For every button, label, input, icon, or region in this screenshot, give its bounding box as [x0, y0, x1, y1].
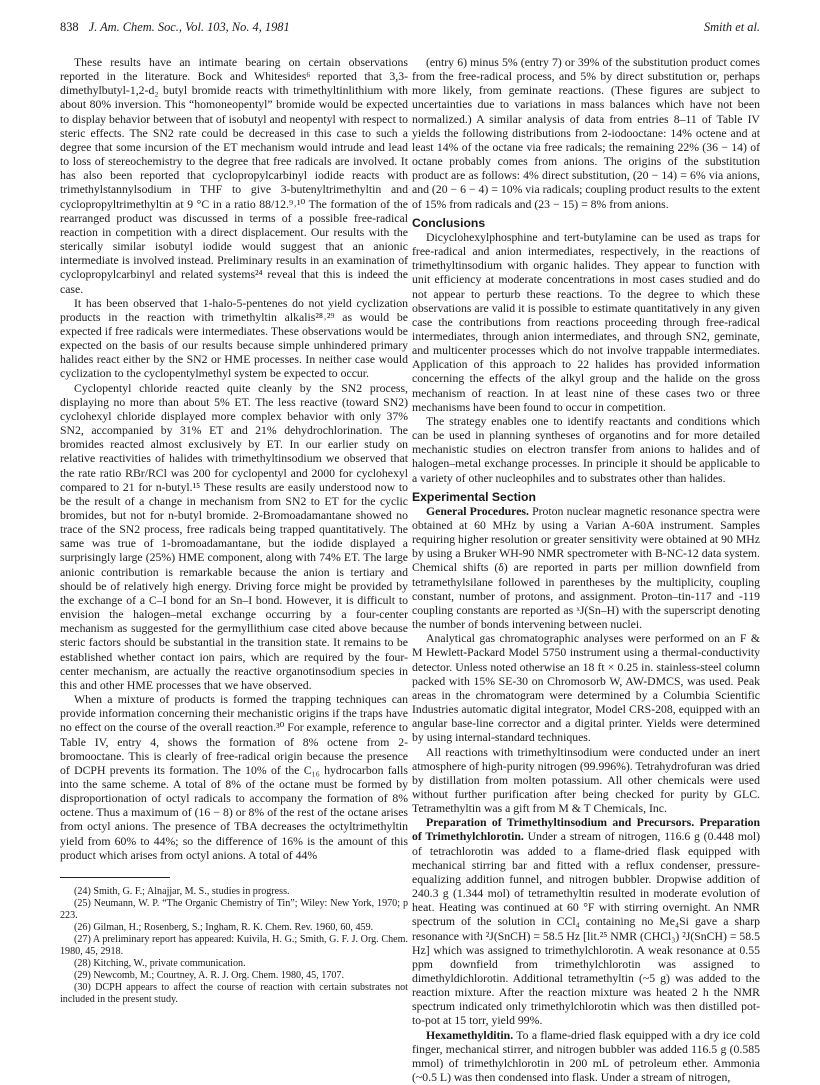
body-paragraph: Analytical gas chromatographic analyses were performed on an F & M Hewlett-Packard Model 5750 instrument using a thermal-conductivity detector. Unless noted otherwise an 18 ft × 0.25 in. stainless-steel column packed with 15% SE-30 on Chromosorb W, AW-DMCS, was used. Peak areas in the chromatogram were determined by a Columbia Scientific Industries automatic digital integrator, Model CRS-208, equipped with an angular base-line corrector and a digital printer. Yields were determined by using internal-standard techniques.: [412, 632, 760, 745]
body-paragraph: When a mixture of products is formed the trapping techniques can provide information concerning their mechanistic origins if the traps have no effect on the course of the overall reaction.³⁰ For example, reference to Table IV, entry 4, shows the formation of 8% octene from 2-bromooctane. This is clearly of free-radical origin because the presence of DCPH prevents its formation. The 10% of the C₁₆ hydrocarbon falls into the same scheme. A total of 8% of the octane must be formed by disproportionation of octyl radicals to accompany the formation of 8% octene. Thus a maximum of (16 − 8) or 8% of the rest of the octane arises from octyl anions. The presence of TBA decreases the octyltrimethyltin yield from 60% to 44%; so the difference of 16% is the amount of this product which arises from octyl anions. A total of 44%: [60, 693, 408, 862]
paragraph-text: To a flame-dried flask equipped with a dry ice cold finger, mechanical stirrer, and nitrogen bubbler was added 116.5 g (0.585 mmol) of trimethylchlorotin in 200 mL of petroleum ether. Ammonia (~0.5 L) was then condensed into flask. Under a stream of nitrogen,: [412, 1028, 760, 1085]
footnote: (24) Smith, G. F.; Alnajjar, M. S., studies in progress.: [74, 885, 290, 897]
runin-heading: Preparation of Trimethyltinsodium and Precursors. Preparation of Trimethylchlorotin.: [412, 816, 760, 844]
body-paragraph: These results have an intimate bearing on certain observations reported in the literature. Bock and Whitesides⁶ reported that 3,3-dimethylbutyl-1,2-d₂ butyl bromide reacts with trimethyltinlithium with about 80% inversion. This “homoneopentyl” bromide would be expected to display behavior between that of isobutyl and neopentyl with respect to steric effects. The SN2 rate could be decreased in this case to such a degree that some incursion of the ET mechanism would intrude and lead to loss of stereochemistry to the degree that free radicals are involved. It has also been reported that cyclopropylcarbinyl iodide reacts with trimethylstannylsodium in THF to give 3-butenyltrimethyltin and cyclopropyltrimethyltin at 9 °C in a ratio 88/12.⁹˒¹⁰ The formation of the rearranged product was discussed in terms of a possible free-radical reaction in competition with a direct displacement. Our results with the sterically similar isobutyl iodide would suggest that an anionic intermediate is involved instead. Preliminary results in an examination of cyclopropylcarbinyl and related systems²⁴ reveal that this is indeed the case.: [60, 56, 408, 296]
footnote: (29) Newcomb, M.; Courtney, A. R. J. Org. Chem. 1980, 45, 1707.: [74, 969, 344, 981]
footnote: (26) Gilman, H.; Rosenberg, S.; Ingham, R. K. Chem. Rev. 1960, 60, 459.: [74, 921, 374, 933]
body-paragraph: [412, 505, 760, 632]
conclusions-heading: Conclusions: [412, 215, 486, 230]
footnote: (25) Neumann, W. P. “The Organic Chemistry of Tin”; Wiley: New York, 1970; p 223.: [60, 897, 408, 921]
journal-citation: J. Am. Chem. Soc., Vol. 103, No. 4, 1981: [88, 20, 290, 34]
footnote-divider: [60, 877, 170, 878]
footnote: (30) DCPH appears to affect the course of reaction with certain substrates not included in the present study.: [60, 981, 408, 1005]
page-number: 838: [60, 20, 79, 34]
left-column: [60, 56, 408, 1006]
paragraph-text: Under a stream of nitrogen, 116.6 g (0.448 mol) of tetrachlorotin was added to a flame-dried flask equipped with mechanical stirring bar and fitted with a reflux condenser, pressure-equalizing addition funnel, and nitrogen bubbler. Dropwise addition of 240.3 g (1.344 mol) of tetramethyltin resulted in moderate evolution of heat. Heating was continued at 60 °F with stirring overnight. An NMR spectrum of the solution in CCl₄ containing no Me₄Si gave a sharp resonance with ²J(SnCH) = 58.5 Hz [lit.²⁵ NMR (CHCl₃) ²J(SnCH) = 58.5 Hz] which was assigned to trimethylchlorotin. A weak resonance at 0.55 ppm downfield from trimethylchlorotin was assigned to dimethyldichlorotin. Additional tetramethyltin (~5 g) was added to the reaction mixture. After the reaction mixture was heated 2 h the NMR spectrum indicated only trimethylchlorotin which was then distilled pot-to-pot at 15 torr, yield 99%.: [412, 830, 761, 1028]
body-paragraph: Dicyclohexylphosphine and tert-butylamine can be used as traps for free-radical and anion intermediates, respectively, in the reactions of trimethyltinsodium with organic halides. They appear to function with unit efficiency at moderate concentrations in most cases studied and do not appear to perturb these reactions. To the degree to which these observations are valid it is possible to estimate quantitatively in any given case the contributions from reactions proceeding through free-radical intermediates, through anion intermediates, and through SN2, geminate, and multicenter processes which do not involve trappable intermediates. Application of this approach to 22 halides has provided information concerning the effects of the alkyl group and the halide on the gross mechanism of reaction. In at least nine of these cases two or three mechanisms have been found to occur in competition.: [412, 230, 760, 414]
body-paragraph: The strategy enables one to identify reactants and conditions which can be used in planning syntheses of organotins and for more detailed mechanistic studies on electron transfer from anions to halides and of halogen–metal exchange processes. In principle it should be applicable to a variety of other nucleophiles and to substrates other than halides.: [412, 414, 760, 485]
running-authors: Smith et al.: [703, 20, 760, 34]
footnote: (28) Kitching, W., private communication.: [74, 957, 246, 969]
footnote: (27) A preliminary report has appeared: Kuivila, H. G.; Smith, G. F. J. Org. Chem. 1980, 45, 2918.: [60, 933, 408, 957]
body-paragraph: Cyclopentyl chloride reacted quite cleanly by the SN2 process, displaying no more than about 5% ET. The less reactive (toward SN2) cyclohexyl chloride displayed more complex behavior with only 37% SN2, accompanied by 31% ET and 21% dehydrochlorination. The bromides reacted almost exclusively by ET. In our earlier study on relative reactivities of halides with trimethyltinsodium we observed that the rate ratio RBr/RCl was 200 for cyclopentyl and 2000 for cyclohexyl compared to 21 for n-butyl.¹⁵ These results are easily understood now to be the result of a change in mechanism from SN2 to ET for the cyclic bromides, but not for n-butyl bromide. 2-Bromoadamantane showed no trace of the SN2 process, free radicals being trapped quantitatively. The same was true of 1-bromoadamantane, but the iodide displayed a surprisingly large (25%) HME component, along with 74% ET. The large anionic contribution is remarkable because the anion is tertiary and should be of relatively high energy. Driving force might be provided by the exchange of a C–I bond for an Sn–I bond. However, it is difficult to envision the halogen–metal exchange occurring by a four-center mechanism as suggested for the germyllithium case cited above because steric factors should be substantial in the transition state. It remains to be established whether contact ion pairs, which are required by the four-center mechanism, are actually the reactive organotinsodium species in this and other HME processes that we have observed.: [60, 381, 408, 692]
paragraph-text: Proton nuclear magnetic resonance spectra were obtained at 60 MHz by using a Varian A-60A instrument. Samples requiring higher resolution or greater sensitivity were obtained at 90 MHz by using a Bruker WH-90 NMR spectrometer with B-NC-12 data system. Chemical shifts (δ) are reported in parts per million downfield from tetramethylsilane followed in parentheses by the multiplicity, coupling constant, number of protons, and assignment. Proton–tin-117 and -119 coupling constants are reported as ˣJ(Sn–H) with the superscript denoting the number of bonds intervening between nuclei.: [412, 504, 760, 632]
experimental-heading: Experimental Section: [412, 489, 536, 504]
body-paragraph: [412, 1029, 760, 1085]
body-paragraph: [412, 816, 760, 1028]
runin-heading: General Procedures.: [426, 504, 529, 518]
body-paragraph: All reactions with trimethyltinsodium were conducted under an inert atmosphere of high-purity nitrogen (99.996%). Tetrahydrofuran was dried by distillation from molten potassium. All other chemicals were used without further purification after being checked for purity by GLC. Tetramethyltin was a gift from M & T Chemicals, Inc.: [412, 745, 760, 816]
body-paragraph: (entry 6) minus 5% (entry 7) or 39% of the substitution product comes from the free-radical process, and 5% by direct substitution or, perhaps more likely, from geminate reactions. (These figures are subject to uncertainties due to variations in mass balances which have not been normalized.) A similar analysis of data from entries 8–11 of Table IV yields the following distributions from 2-iodooctane: 14% octene and at least 14% of the octane via free radicals; the remaining 22% (36 − 14) of octane probably comes from anions. The origins of the substitution product are as follows: 4% direct substitution, (20 − 14) = 6% via anions, and (20 − 6 − 4) = 10% via radicals; coupling product results to the extent of 15% from radicals and (23 − 15) = 8% from anions.: [412, 56, 760, 211]
page-header: [60, 20, 760, 42]
footnotes: [60, 886, 408, 1006]
runin-heading: Hexamethylditin.: [426, 1028, 514, 1042]
right-column: [412, 56, 760, 1085]
body-paragraph: It has been observed that 1-halo-5-pentenes do not yield cyclization products in the reaction with trimethyltin alkalis²⁸˒²⁹ as would be expected if free radicals were intermediates. These observations would be expected on the basis of our results because simple unhindered primary halides react either by the SN2 or HME processes. In neither case would cyclization to the cyclopentylmethyl system be expected to occur.: [60, 296, 408, 381]
